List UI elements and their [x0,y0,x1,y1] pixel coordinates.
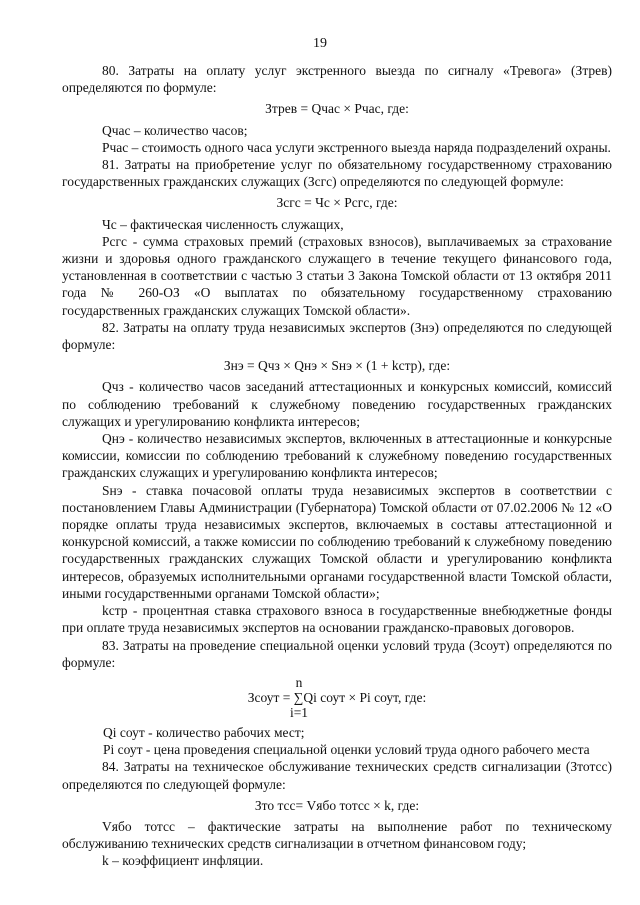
definition-84-1: Vябо тотсс – фактические затраты на выполнение работ по техническому обслуживанию технических средств сигнализации в отчетном финансовом году; [62,818,612,852]
definition-82-3: Sнэ - ставка почасовой оплаты труда независимых экспертов в соответствии с постановлением Главы Администрации (Губернатора) Томской области от 07.02.2006 № 12 «О порядке оплаты труда независимых экспертов, включаемых в составы аттестационной и конкурсной комиссий, а также комиссии по соблюдению требований к служебному поведению государственных гражданских служащих Томской области и урегулированию конфликта интересов, образуемых исполнительными органами государственной власти Томской области, иными государственными органами Томской области»; [62,482,612,601]
document-body [62,62,612,870]
definition-81-2: Рсгс - сумма страховых премий (страховых взносов), выплачиваемых за страхование жизни и здоровья одного гражданского служащего в течение текущего финансового года, установленная в соответствии с частью 3 статьи 3 Закона Томской области от 13 октября 2011 года № 260-ОЗ «О выплатах по обязательному государственному страхованию государственных гражданских служащих Томской области». [62,233,612,318]
definition-82-4: kстр - процентная ставка страхового взноса в государственные внебюджетные фонды при оплате труда независимых экспертов на основании гражданско-правовых договоров. [62,603,612,636]
definition-82-1: Qчз - количество часов заседаний аттестационных и конкурсных комиссий, комиссий по соблюдению требований к служебному поведению государственных гражданских служащих и урегулированию конфликта интересов; [62,379,612,429]
formula-83 [62,675,612,720]
sum-formula: Зсоут = ∑Qi соут × Рi соут, где: [247,689,427,705]
formula-80: Зтрев = Qчас × Рчас, где: [265,101,409,117]
definition-83-1: Qi соут - количество рабочих мест; [103,724,305,740]
definition-81-1: Чс – фактическая численность служащих, [102,216,344,232]
formula-81: Зсгс = Чс × Рсгс, где: [276,195,398,211]
paragraph-82: 82. Затраты на оплату труда независимых экспертов (Знэ) определяются по следующей формуле: [62,319,612,353]
sum-upper-limit: n [295,674,303,690]
paragraph-83: 83. Затраты на проведение специальной оценки условий труда (Зсоут) определяются по формуле: [62,637,612,670]
page-number: 19 [313,36,327,51]
definition-84-2: k – коэффициент инфляции. [102,853,264,869]
definition-83-2: Рi соут - цена проведения специальной оценки условий труда одного рабочего места [103,742,590,758]
paragraph-84: 84. Затраты на техническое обслуживание технических средств сигнализации (Зтотсс) определяются по следующей формуле: [62,759,612,792]
sum-lower-limit: i=1 [289,704,309,720]
definition-80-2: Рчас – стоимость одного часа услуги экстренного выезда наряда подразделений охраны. [102,139,611,155]
definition-82-2: Qнэ - количество независимых экспертов, включенных в аттестационные и конкурсные комиссии, комиссии по соблюдению требований к служебному поведению государственных гражданских служащих и урегулированию конфликта интересов; [62,431,612,481]
formula-82: Знэ = Qчз × Qнэ × Sнэ × (1 + kстр), где: [223,358,451,374]
formula-84: Зто тсс= Vябо тотсс × k, где: [254,797,420,813]
definition-80-1: Qчас – количество часов; [102,122,248,138]
paragraph-80: 80. Затраты на оплату услуг экстренного выезда по сигналу «Тревога» (Зтрев) определяются по формуле: [62,63,612,96]
paragraph-81: 81. Затраты на приобретение услуг по обязательному государственному страхованию государственных гражданских служащих (Зсгс) определяются по следующей формуле: [62,157,612,190]
